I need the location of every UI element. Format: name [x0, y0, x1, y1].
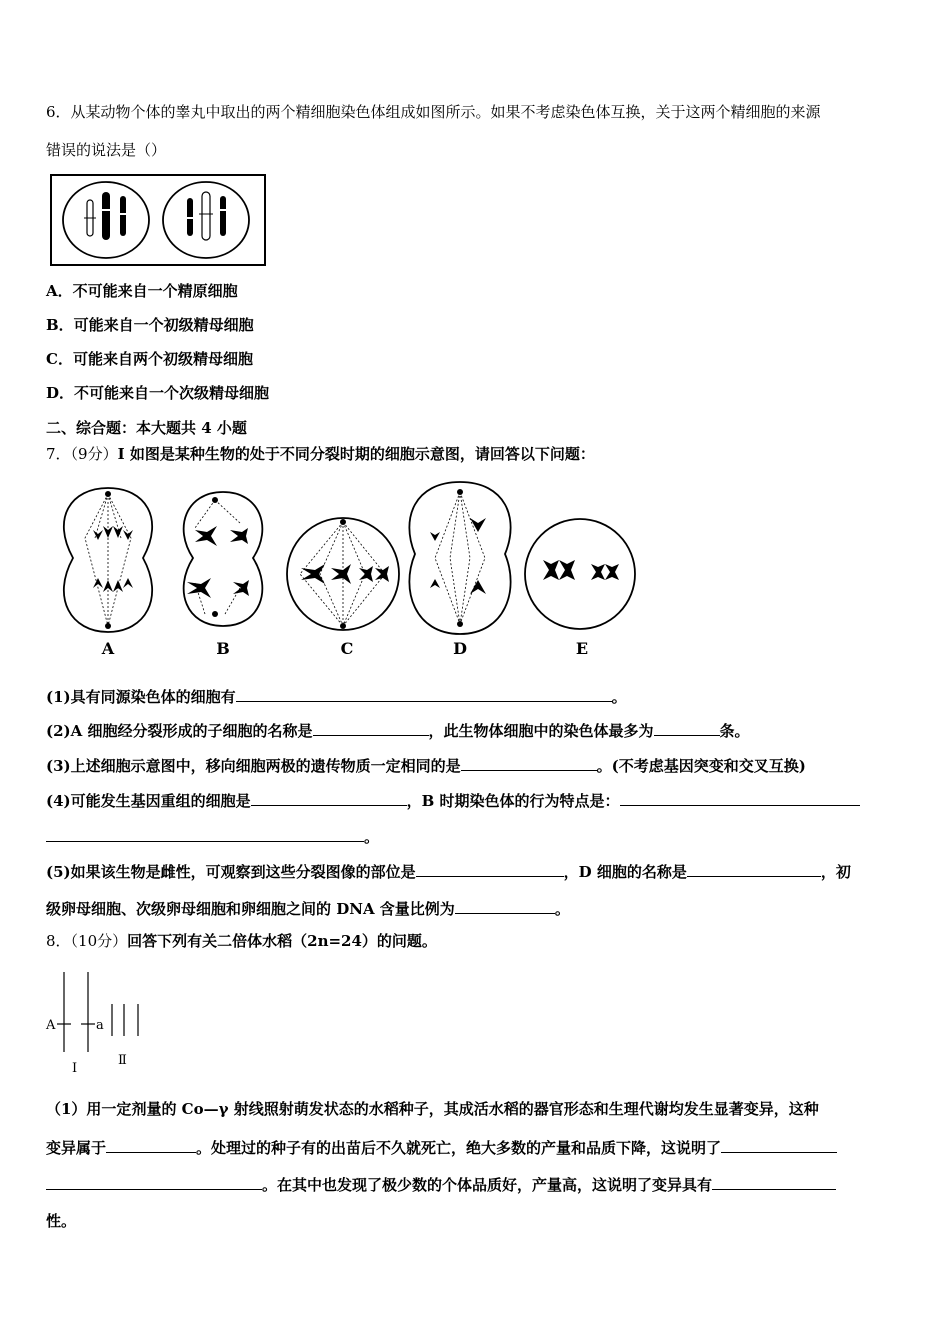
q7-sub2-text-b: ，此生物体细胞中的染色体最多为 [428, 722, 654, 740]
q6-option-b: B．可能来自一个初级精母细胞 [46, 316, 254, 334]
q7-fig-label-d: D [453, 639, 467, 658]
q8-fig-group-2: Ⅱ [118, 1053, 127, 1068]
q7-sub4-cont [46, 826, 379, 847]
q6-option-d: D．不可能来自一个次级精母细胞 [46, 384, 270, 402]
q6-option-c: C．可能来自两个初级精母细胞 [46, 350, 253, 368]
section2-title: 二、综合题：本大题共 4 小题 [46, 419, 247, 437]
q7-sub2-blank2[interactable] [654, 720, 720, 736]
q7-sub4-text-a: (4)可能发生基因重组的细胞是 [46, 792, 251, 810]
q8-fig-gene-a-lower: a [96, 1018, 104, 1033]
q7-sub5-text-c: ，初 [820, 863, 851, 881]
q6-stem-line2: 错误的说法是（） [46, 141, 167, 159]
q7-sub1-end: 。 [611, 688, 627, 706]
q8-sub1-blank1[interactable] [106, 1137, 196, 1153]
q7-figure-cell-division [55, 478, 645, 662]
q7-sub5 [46, 861, 851, 882]
q7-sub5-blank1[interactable] [416, 861, 564, 877]
q8-sub1-text-b: 。处理过的种子有的出苗后不久就死亡，绝大多数的产量和品质下降，这说明了 [196, 1139, 722, 1157]
q8-sub1-text-c: 。在其中也发现了极少数的个体品质好，产量高，这说明了变异具有 [262, 1176, 713, 1194]
q8-fig-gene-a-upper: A [46, 1018, 56, 1033]
q7-sub1-text: (1)具有同源染色体的细胞有 [46, 688, 236, 706]
q7-intro [46, 444, 595, 464]
q8-sub1-line2 [46, 1137, 837, 1158]
q6-option-a: A．不可能来自一个精原细胞 [46, 282, 238, 300]
q7-fig-label-e: E [575, 639, 589, 658]
q7-intro-prefix: 7．（9分） [46, 445, 118, 463]
q7-sub2-blank1[interactable] [313, 720, 429, 736]
q8-intro-text: 回答下列有关二倍体水稻（2n=24）的问题。 [127, 932, 437, 950]
q7-fig-label-c: C [340, 639, 354, 658]
q7-sub4-blank1[interactable] [251, 790, 407, 806]
q7-sub3-text-a: (3)上述细胞示意图中，移向细胞两极的遗传物质一定相同的是 [46, 757, 461, 775]
q7-sub3-text-b: 。(不考虑基因突变和交叉互换) [596, 757, 806, 775]
q8-sub1-text-a: 变异属于 [46, 1139, 107, 1157]
q7-sub4-text-b: ，B 时期染色体的行为特点是： [406, 792, 620, 810]
q7-sub3 [46, 755, 806, 776]
q8-fig-group-1: I [72, 1061, 78, 1076]
q7-sub5-blank3[interactable] [455, 898, 555, 914]
q7-sub1-blank[interactable] [236, 686, 612, 702]
q7-sub5-end: 。 [554, 900, 570, 918]
q7-sub5-blank2[interactable] [687, 861, 821, 877]
q8-sub1-blank2[interactable] [721, 1137, 837, 1153]
q8-intro-prefix: 8．（10分） [46, 932, 128, 950]
q8-sub1-line4: 性。 [46, 1212, 77, 1230]
q6-figure-sperm-cells [50, 174, 266, 266]
q8-sub1-line1: （1）用一定剂量的 Co—γ 射线照射萌发状态的水稻种子，其成活水稻的器官形态和生理代谢均发生显著变异，这种 [46, 1100, 819, 1118]
q7-sub2 [46, 720, 750, 741]
q7-sub5-line2 [46, 898, 570, 919]
q7-sub4-end: 。 [364, 828, 380, 846]
q7-sub2-text-a: (2)A 细胞经分裂形成的子细胞的名称是 [46, 722, 313, 740]
q7-sub1 [46, 686, 627, 707]
q7-sub3-blank[interactable] [461, 755, 597, 771]
q7-sub4-blank2-cont[interactable] [46, 826, 364, 842]
q7-sub4 [46, 790, 860, 811]
q8-sub1-line3 [46, 1174, 836, 1195]
q6-stem-line1: 6．从某动物个体的睾丸中取出的两个精细胞染色体组成如图所示。如果不考虑染色体互换，关于这两个精细胞的来源 [46, 103, 821, 121]
q8-sub1-blank2-cont[interactable] [46, 1174, 262, 1190]
q7-sub5-text-b: ，D 细胞的名称是 [563, 863, 687, 881]
q7-intro-text: I 如图是某种生物的处于不同分裂时期的细胞示意图，请回答以下问题： [117, 445, 595, 463]
q7-sub4-blank2[interactable] [620, 790, 860, 806]
q7-sub5-text-d: 级卵母细胞、次级卵母细胞和卵细胞之间的 DNA 含量比例为 [46, 900, 455, 918]
q7-sub2-text-c: 条。 [719, 722, 750, 740]
q8-figure-chromosomes [44, 968, 154, 1078]
q8-intro [46, 931, 437, 951]
q7-fig-label-b: B [216, 639, 230, 658]
q7-sub5-text-a: (5)如果该生物是雌性，可观察到这些分裂图像的部位是 [46, 863, 416, 881]
q8-sub1-blank3[interactable] [712, 1174, 836, 1190]
q7-fig-label-a: A [101, 639, 115, 658]
